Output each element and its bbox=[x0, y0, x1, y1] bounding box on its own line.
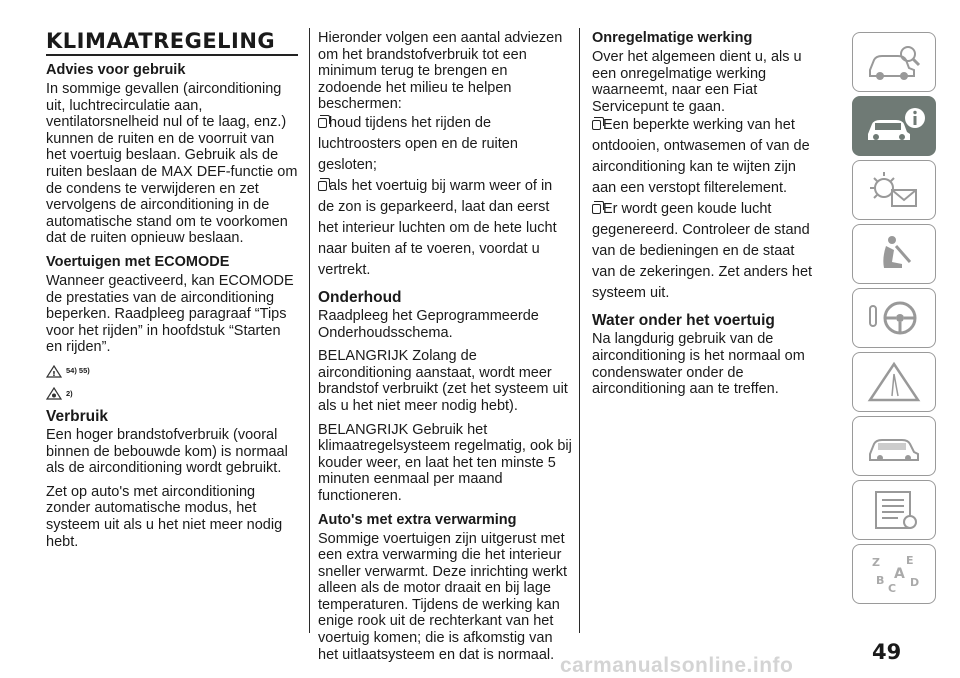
seat-airbag-icon bbox=[862, 232, 926, 276]
heading-water: Water onder het voertuig bbox=[592, 312, 775, 330]
paragraph-belangrijk-2: BELANGRIJK Gebruik het klimaatregelsysteem regelmatig, ook bij kouder weer, en laat het ten minste 5 minuten eenmaal per maand functioneren. bbox=[318, 421, 572, 504]
car-info-icon bbox=[862, 104, 926, 148]
chapter-tab-specifications[interactable] bbox=[852, 480, 936, 540]
chapter-tab-active[interactable] bbox=[852, 96, 936, 156]
paragraph-intro: Hieronder volgen een aantal adviezen om het brandstofverbruik tot een minimum terug te brengen en zodoende het milieu te helpen beschermen: bbox=[318, 30, 563, 113]
warning-reference-text: 2) bbox=[66, 388, 73, 398]
heading-verbruik: Verbruik bbox=[46, 408, 109, 426]
svg-text:D: D bbox=[910, 576, 920, 589]
bullet-item bbox=[592, 115, 820, 199]
column-1 bbox=[46, 30, 298, 557]
warning-reference-text: 54) 55) bbox=[66, 365, 90, 375]
paragraph-extra-verwarming: Sommige voertuigen zijn uitgerust met een extra verwarming die het interieur sneller verwarmt. Deze inrichting werkt alleen als de motor draait en bij lage temperaturen. Tijdens de werking kan enige rook uit de rechterkant van het voertuig komen; die is afkomstig van het uitlaatsysteem en dat is normaal. bbox=[318, 530, 567, 663]
road-warning-icon bbox=[862, 360, 926, 404]
bullet-icon bbox=[592, 120, 601, 130]
car-search-icon bbox=[862, 40, 926, 84]
warning-reference-1 bbox=[46, 363, 298, 380]
bullet-icon bbox=[318, 118, 327, 128]
bullet-text: Er wordt geen koude lucht gegenereerd. Controleer de stand van de bedieningen en de staat van de zekeringen. Zet anders het systeem uit. bbox=[592, 201, 813, 302]
svg-text:C: C bbox=[888, 582, 897, 595]
heading-advies: Advies voor gebruik bbox=[46, 62, 186, 78]
paragraph-water: Na langdurig gebruik van de airconditioning is het normaal om condenswater onder de airconditioning aan te treffen. bbox=[592, 331, 805, 398]
chapter-tab-maintenance[interactable] bbox=[852, 416, 936, 476]
paragraph-ecomode: Wanneer geactiveerd, kan ECOMODE de prestaties van de airconditioning beperken. Raadpleeg paragraaf “Tips voor het rijden” in hoofdstuk “Starten en rijden”. bbox=[46, 272, 294, 356]
svg-text:E: E bbox=[906, 554, 914, 567]
page-title: KLIMAATREGELING bbox=[46, 30, 298, 56]
heading-extra-verwarming: Auto's met extra verwarming bbox=[318, 511, 517, 528]
column-3 bbox=[592, 30, 820, 405]
column-2 bbox=[318, 30, 572, 670]
bullet-text: houd tijdens het rijden de luchtroosters open en de ruiten gesloten; bbox=[318, 114, 518, 173]
paragraph-onregelmatig: Over het algemeen dient u, als u een onregelmatige werking waarneemt, naar een Fiat Servicepunt te gaan. bbox=[592, 49, 802, 115]
chapter-tab-warning-lights[interactable] bbox=[852, 160, 936, 220]
bullet-text: Een beperkte werking van het ontdooien, ontwasemen of van de airconditioning kan te wijten zijn aan een verstopt filterelement. bbox=[592, 117, 810, 197]
chapter-tab-vehicle-knowledge[interactable] bbox=[852, 32, 936, 92]
bullet-icon bbox=[318, 181, 327, 191]
bullet-icon bbox=[592, 204, 601, 214]
column-divider-1 bbox=[309, 28, 310, 633]
paragraph-verbruik-2: Zet op auto's met airconditioning zonder automatische modus, het systeem uit als u het niet meer nodig hebt. bbox=[46, 483, 283, 550]
paragraph-belangrijk-1: BELANGRIJK Zolang de airconditioning aanstaat, wordt meer brandstof verbruikt (zet het systeem uit als u het niet meer nodig hebt). bbox=[318, 348, 568, 414]
bullet-item bbox=[318, 113, 572, 176]
page-number: 49 bbox=[872, 640, 902, 664]
watermark: carmanualsonline.info bbox=[560, 654, 794, 677]
column-divider-2 bbox=[579, 28, 580, 633]
attention-triangle-icon bbox=[46, 387, 62, 400]
heading-onregelmatig: Onregelmatige werking bbox=[592, 30, 753, 46]
warning-triangle-icon bbox=[46, 365, 62, 378]
bullet-item bbox=[592, 199, 820, 304]
specifications-icon bbox=[862, 488, 926, 532]
warning-lights-icon bbox=[862, 168, 926, 212]
chapter-tab-index[interactable] bbox=[852, 544, 936, 604]
svg-text:!: ! bbox=[52, 369, 56, 378]
chapter-tab-emergency[interactable] bbox=[852, 352, 936, 412]
svg-text:A: A bbox=[894, 566, 905, 582]
car-service-icon bbox=[862, 424, 926, 468]
svg-text:Z: Z bbox=[872, 556, 880, 569]
chapter-sidebar bbox=[852, 32, 938, 608]
steering-wheel-icon bbox=[862, 296, 926, 340]
paragraph-advies: In sommige gevallen (airconditioning uit, luchtrecirculatie aan, ventilatorsnelheid nul of te laag, enz.) kunnen de ruiten en de voorruit van het voertuig beslaan. Gebruik als de ruiten beslaan de MAX DEF-functie om de condens te verwijderen en zet vervolgens de airconditioning in de automatische stand om te voorkomen dat de ruiten opnieuw beslaan. bbox=[46, 81, 298, 247]
chapter-tab-starting-driving[interactable] bbox=[852, 288, 936, 348]
paragraph-verbruik-1: Een hoger brandstofverbruik (vooral binnen de bebouwde kom) is normaal als de airconditioning wordt gebruikt. bbox=[46, 427, 288, 477]
bullet-item bbox=[318, 176, 572, 281]
heading-onderhoud: Onderhoud bbox=[318, 288, 402, 306]
warning-reference-2 bbox=[46, 386, 298, 403]
alphabet-index-icon bbox=[862, 552, 926, 596]
bullet-text: als het voertuig bij warm weer of in de zon is geparkeerd, laat dan eerst het interieur luchten om de hete lucht naar buiten af te voeren, voordat u vertrekt. bbox=[318, 177, 557, 278]
chapter-tab-safety[interactable] bbox=[852, 224, 936, 284]
paragraph-onderhoud: Raadpleeg het Geprogrammeerde Onderhoudsschema. bbox=[318, 307, 539, 341]
heading-ecomode: Voertuigen met ECOMODE bbox=[46, 253, 230, 270]
svg-text:B: B bbox=[876, 574, 885, 587]
